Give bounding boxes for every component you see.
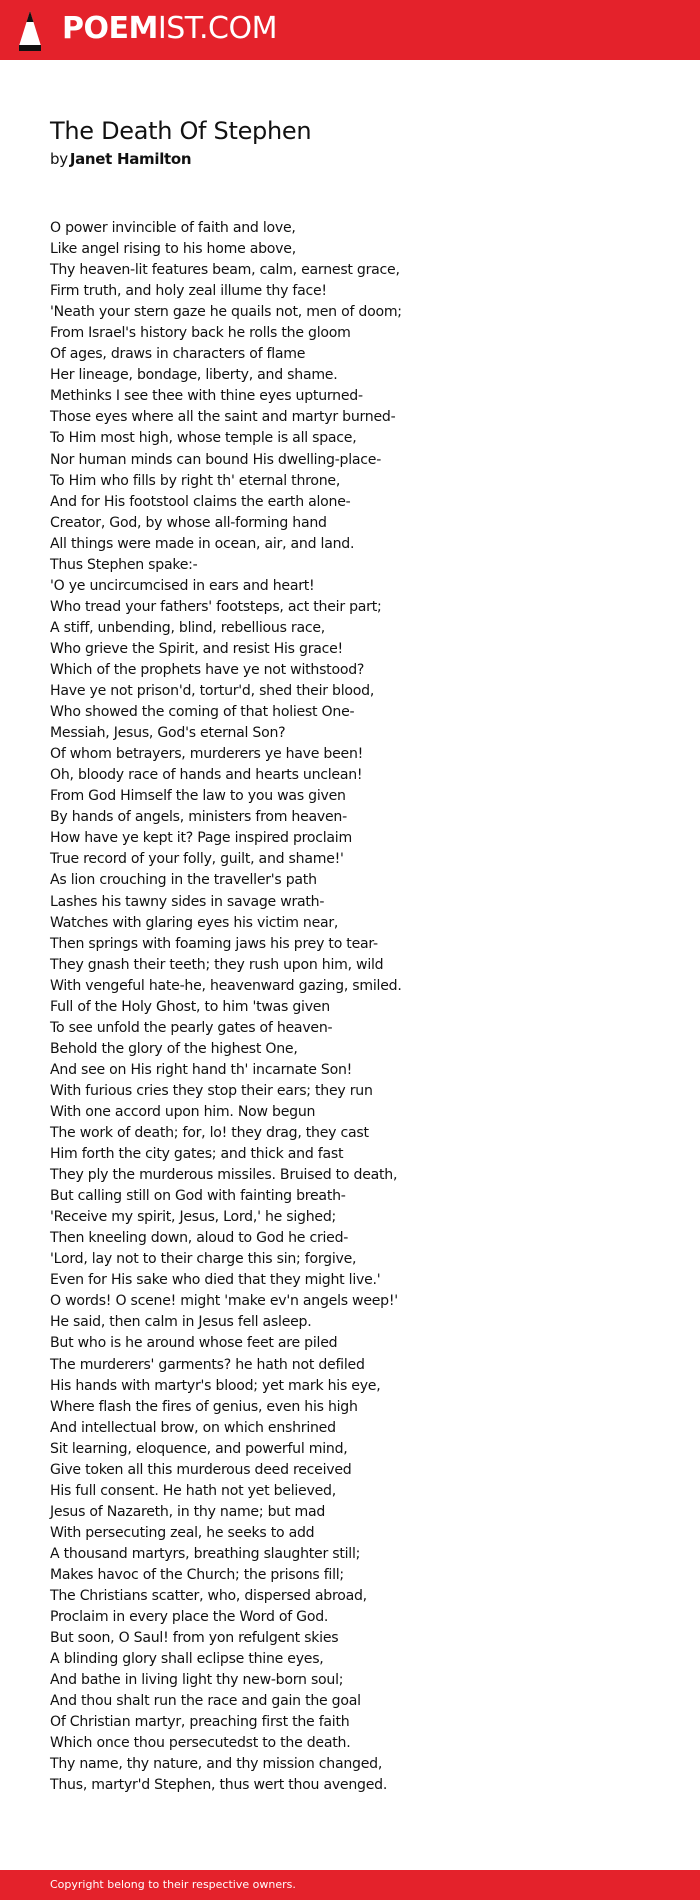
site-footer: [0, 1870, 700, 1900]
poem-line: With one accord upon him. Now begun: [50, 1103, 316, 1120]
byline: [50, 148, 191, 170]
poem-line: As lion crouching in the traveller's path: [50, 872, 317, 889]
poem-line: 'Neath your stern gaze he quails not, men of doom;: [50, 304, 402, 321]
logo-bold-text: POEM: [62, 11, 158, 46]
poem-line: Of ages, draws in characters of flame: [50, 346, 306, 363]
poem-line: Like angel rising to his home above,: [50, 241, 296, 258]
poem-line: Have ye not prison'd, tortur'd, shed their blood,: [50, 683, 375, 700]
poem-line: Where flash the fires of genius, even his high: [50, 1398, 358, 1415]
poem-line: But soon, O Saul! from yon refulgent skies: [50, 1630, 339, 1647]
poem-body: [50, 218, 402, 1797]
poem-line: True record of your folly, guilt, and shame!': [50, 851, 344, 868]
poem-line: Who grieve the Spirit, and resist His grace!: [50, 640, 343, 657]
poem-line: His hands with martyr's blood; yet mark his eye,: [50, 1377, 381, 1394]
poem-line: Nor human minds can bound His dwelling-place-: [50, 451, 382, 468]
poem-line: O power invincible of faith and love,: [50, 220, 296, 236]
copyright-notice: Copyright belong to their respective owners.: [50, 1878, 296, 1891]
poem-line: With furious cries they stop their ears; they run: [50, 1082, 373, 1099]
poem-line: Sit learning, eloquence, and powerful mind,: [50, 1440, 348, 1457]
logo-light-text: IST.COM: [157, 11, 277, 46]
site-logo[interactable]: [62, 9, 277, 49]
poem-line: And bathe in living light thy new-born soul;: [50, 1672, 344, 1689]
poem-line: And intellectual brow, on which enshrined: [50, 1419, 336, 1436]
site-header: [0, 0, 700, 60]
poem-line: Even for His sake who died that they might live.': [50, 1272, 381, 1289]
poem-line: To Him who fills by right th' eternal throne,: [50, 472, 341, 489]
by-label: by: [50, 150, 68, 168]
pencil-tip-icon[interactable]: [18, 10, 42, 52]
poem-line: Oh, bloody race of hands and hearts unclean!: [50, 767, 363, 784]
poem-line: Makes havoc of the Church; the prisons fill;: [50, 1567, 344, 1583]
poem-line: To Him most high, whose temple is all space,: [50, 430, 357, 447]
poem-line: The murderers' garments? he hath not defiled: [50, 1356, 365, 1373]
poem-line: With persecuting zeal, he seeks to add: [50, 1524, 315, 1541]
poem-line: Full of the Holy Ghost, to him 'twas given: [50, 998, 330, 1015]
poem-line: Methinks I see thee with thine eyes upturned-: [50, 388, 363, 405]
poem-line: 'Receive my spirit, Jesus, Lord,' he sighed;: [50, 1209, 337, 1226]
poem-line: Of Christian martyr, preaching first the faith: [50, 1714, 350, 1731]
poem-line: Who showed the coming of that holiest One-: [50, 704, 355, 721]
poem-line: 'Lord, lay not to their charge this sin; forgive,: [50, 1251, 357, 1268]
poem-line: Behold the glory of the highest One,: [50, 1040, 298, 1057]
poem-line: Watches with glaring eyes his victim near,: [50, 914, 339, 931]
poem-line: Thus, martyr'd Stephen, thus wert thou avenged.: [50, 1777, 388, 1794]
poem-line: Firm truth, and holy zeal illume thy face!: [50, 283, 327, 300]
poem-line: From God Himself the law to you was given: [50, 788, 346, 805]
poem-line: Proclaim in every place the Word of God.: [50, 1609, 329, 1626]
poem-line: The Christians scatter, who, dispersed abroad,: [50, 1588, 367, 1605]
poem-line: But who is he around whose feet are piled: [50, 1335, 338, 1352]
poem-line: Those eyes where all the saint and martyr burned-: [50, 409, 396, 426]
poem-line: Thy heaven-lit features beam, calm, earnest grace,: [50, 262, 400, 279]
poem-line: Which of the prophets have ye not withstood?: [50, 661, 365, 678]
poem-line: They ply the murderous missiles. Bruised to death,: [50, 1167, 398, 1184]
poem-line: Thus Stephen spake:-: [50, 556, 198, 573]
poem-line: Then springs with foaming jaws his prey to tear-: [50, 935, 378, 952]
author-name: Janet Hamilton: [69, 150, 192, 168]
poem-line: Her lineage, bondage, liberty, and shame.: [50, 367, 338, 384]
poem-line: Which once thou persecutedst to the death.: [50, 1735, 351, 1752]
poem-title: The Death Of Stephen: [50, 117, 312, 145]
poem-line: The work of death; for, lo! they drag, they cast: [50, 1125, 369, 1142]
poem-line: Then kneeling down, aloud to God he cried-: [50, 1230, 349, 1247]
poem-line: Give token all this murderous deed received: [50, 1461, 352, 1478]
poem-line: 'O ye uncircumcised in ears and heart!: [50, 577, 315, 594]
poem-line: And see on His right hand th' incarnate Son!: [50, 1061, 353, 1078]
poem-line: Creator, God, by whose all-forming hand: [50, 514, 327, 531]
poem-line: Of whom betrayers, murderers ye have been!: [50, 746, 364, 763]
poem-line: Lashes his tawny sides in savage wrath-: [50, 893, 325, 910]
poem-line: Him forth the city gates; and thick and fast: [50, 1146, 344, 1163]
poem-line: A blinding glory shall eclipse thine eyes,: [50, 1651, 324, 1668]
poem-line: A stiff, unbending, blind, rebellious race,: [50, 619, 325, 636]
poem-line: A thousand martyrs, breathing slaughter still;: [50, 1545, 361, 1562]
poem-line: Jesus of Nazareth, in thy name; but mad: [50, 1503, 326, 1520]
poem-line: They gnash their teeth; they rush upon him, wild: [50, 956, 384, 973]
poem-line: Who tread your fathers' footsteps, act their part;: [50, 598, 382, 615]
poem-line: All things were made in ocean, air, and land.: [50, 535, 355, 552]
poem-line: His full consent. He hath not yet believed,: [50, 1482, 336, 1499]
poem-line: Messiah, Jesus, God's eternal Son?: [50, 725, 286, 742]
poem-line: And for His footstool claims the earth alone-: [50, 493, 351, 510]
poem-line: O words! O scene! might 'make ev'n angels weep!': [50, 1293, 398, 1310]
poem-line: Thy name, thy nature, and thy mission changed,: [50, 1756, 383, 1773]
poem-line: But calling still on God with fainting breath-: [50, 1188, 346, 1205]
poem-line: By hands of angels, ministers from heaven-: [50, 809, 347, 826]
poem-line: He said, then calm in Jesus fell asleep.: [50, 1314, 312, 1331]
poem-line: To see unfold the pearly gates of heaven-: [50, 1019, 333, 1036]
poem-line: From Israel's history back he rolls the gloom: [50, 325, 351, 342]
poem-line: With vengeful hate-he, heavenward gazing, smiled.: [50, 977, 402, 994]
poem-line: And thou shalt run the race and gain the goal: [50, 1693, 361, 1710]
poem-line: How have ye kept it? Page inspired proclaim: [50, 830, 352, 847]
